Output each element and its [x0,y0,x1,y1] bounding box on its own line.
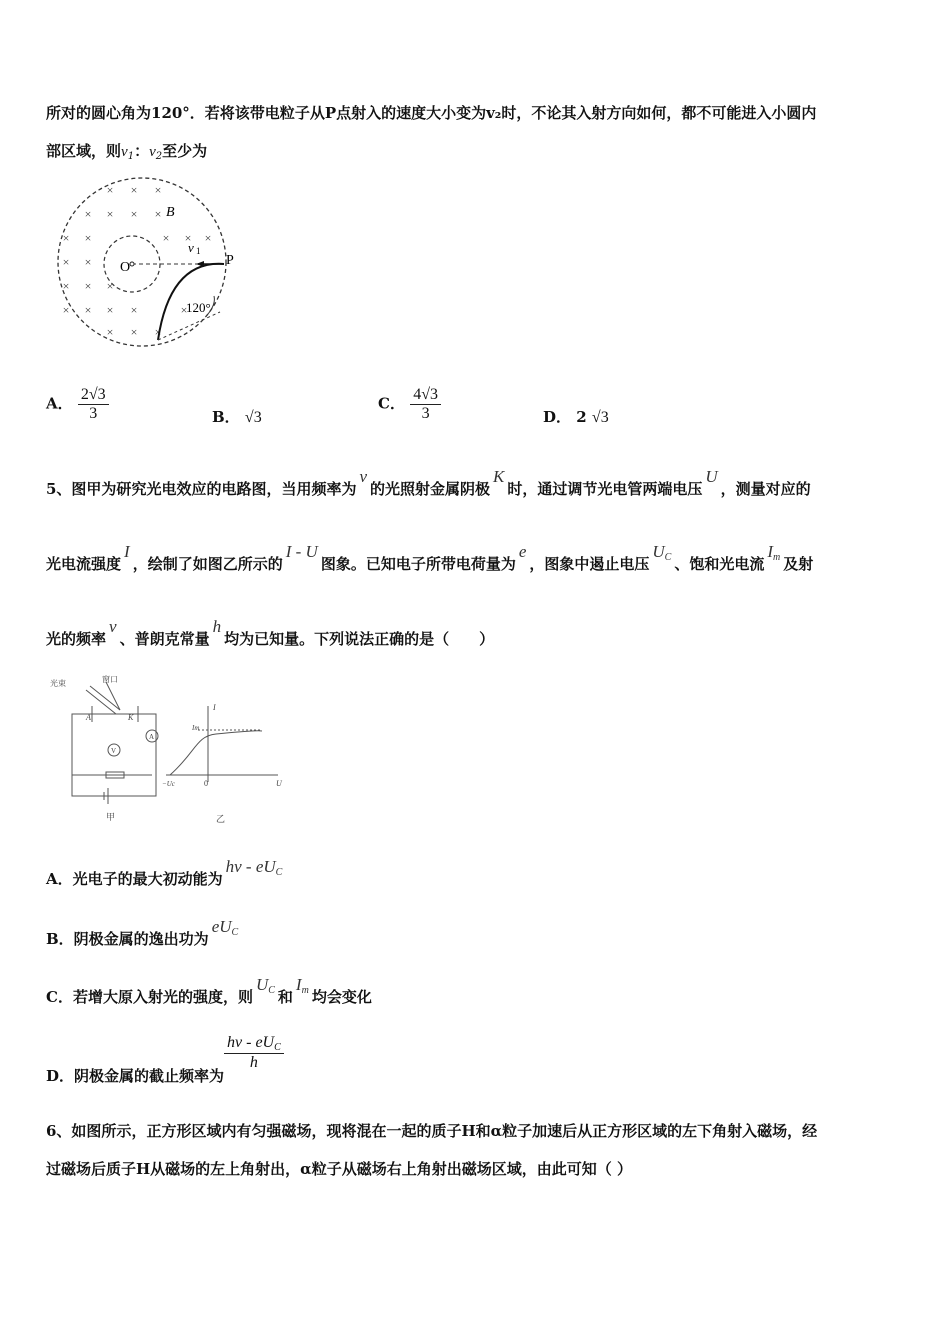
q5-label-V: V [111,747,117,755]
q4-option-b-value: √3 [244,409,262,426]
q5-option-c[interactable] [46,975,372,1008]
q4-option-a-num: 2√3 [78,386,109,405]
q5-option-a-formula [226,857,283,876]
q4-option-c[interactable] [378,386,441,423]
q5-option-d-den: h [249,1054,258,1071]
q5-option-c-a: C．若增大原入射光的强度，则 [46,988,253,1006]
field-cross-mark: × [106,207,114,221]
q5-option-d-num-main: hν - eU [227,1034,275,1051]
q5-option-c-Uc-main: U [255,975,269,994]
q4-option-a-den: 3 [89,405,98,422]
field-cross-mark: × [62,255,70,269]
q4-v1-sub: 1 [127,151,135,162]
q5-option-d-fraction [224,1034,284,1072]
q5-axis-U: U [276,779,282,788]
q5-label-chuangkou: 窗口 [102,675,118,684]
q4-option-b-label: B． [212,408,240,426]
q5-option-c-Uc-sub: C [268,985,275,996]
q4-v1: v [121,144,128,160]
q5-option-c-and: 和 [277,988,293,1006]
q5-l2-b: ，绘制了如图乙所示的 [132,555,283,573]
q5-caption-yi: 乙 [216,814,226,824]
q5-symbol-IU: I - U [285,542,318,561]
q5-l2-a: 光电流强度 [46,555,122,573]
q5-symbol-I: I [124,542,130,561]
field-cross-mark: × [106,303,114,317]
q5-l1-c: 时，通过调节光电管两端电压 [507,480,703,498]
field-cross-mark: × [84,255,92,269]
q5-option-c-Im-sub: m [301,985,309,996]
q4-v2-sub: 2 [155,151,163,162]
q5-l3-a: 光的频率 [46,630,107,648]
field-cross-mark: × [162,231,170,245]
q5-option-c-Im-main: I [295,975,302,994]
q5-label-A: A [86,713,91,722]
q5-label-ammeter: A [149,733,155,741]
q5-symbol-nu: ν [359,467,367,486]
q5-caption-jia: 甲 [106,812,116,822]
q5-option-c-b: 均会变化 [311,988,372,1006]
q4-option-d-label: D． [543,408,572,426]
q5-option-c-Im [296,975,309,994]
q5-l2-f: 及射 [783,555,814,573]
q4-option-d-value: √3 [591,409,609,426]
q5-symbol-Im-main: I [767,542,774,561]
q4-option-d[interactable] [543,406,609,427]
q5-symbol-U: U [705,467,718,486]
field-cross-mark: × [62,303,70,317]
q5-option-a-text: A．光电子的最大初动能为 [46,870,223,888]
field-cross-mark: × [180,303,188,317]
q4-label-P: P [226,253,234,268]
q5-l2-c: 图象。已知电子所带电荷量为 [320,555,516,573]
q4-label-B: B [166,205,175,220]
q5-axis-I: I [213,703,216,712]
q5-symbol-Uc [652,542,671,561]
q4-option-d-prefix: 2 [576,408,587,426]
q5-option-c-Uc [256,975,275,994]
q4-label-O: O [120,260,131,275]
q4-label-angle: 120° [186,300,211,315]
field-cross-mark: × [184,231,192,245]
q5-option-b-formula [212,917,239,936]
q4-v2: v [149,144,156,160]
q4-magnetic-field-figure [48,172,238,352]
q5-symbol-Uc-sub: C [664,552,672,563]
q5-line-1 [46,467,811,499]
q4-line-1: 所对的圆心角为120°．若将该带电粒子从P点射入的速度大小变为v₂时，不论其入射方向如何，都不可能进入小圆内 [46,104,817,122]
q5-photoelectric-figure [46,672,296,830]
q5-option-d-text: D．阴极金属的截止频率为 [46,1067,225,1085]
field-cross-mark: × [130,325,138,339]
field-cross-mark: × [106,279,114,293]
q5-option-d-num [224,1034,284,1054]
q5-l1-a: 5、图甲为研究光电效应的电路图，当用频率为 [46,480,357,498]
field-cross-mark: × [204,231,212,245]
q5-symbol-Uc-main: U [652,542,665,561]
field-cross-mark: × [130,303,138,317]
q5-label-zero: 0 [204,779,208,788]
q5-symbol-e: e [518,542,527,561]
q5-label-K: K [128,713,134,722]
field-cross-mark: × [130,207,138,221]
q5-option-b-text: B．阴极金属的逸出功为 [46,930,209,948]
field-cross-mark: × [62,231,70,245]
q5-label-negUc: −Uc [162,780,175,788]
q5-option-d[interactable] [46,1034,284,1085]
q5-option-a[interactable] [46,857,285,890]
q5-option-b-formula-sub: C [231,927,239,938]
q6-line-2: 过磁场后质子H从磁场的左上角射出，α粒子从磁场右上角射出磁场区域，由此可知（ ） [46,1160,632,1178]
q5-line-3 [46,617,495,649]
q4-option-c-label: C． [378,394,405,413]
field-cross-mark: × [84,231,92,245]
q4-option-c-den: 3 [421,405,430,422]
field-cross-mark: × [154,183,162,197]
q4-colon: ： [134,142,150,160]
field-cross-mark: × [62,279,70,293]
q5-l3-c: 均为已知量。下列说法正确的是（ ） [224,630,495,648]
q6-line-1: 6、如图所示，正方形区域内有匀强磁场，现将混在一起的质子H和α粒子加速后从正方形区域的左下角射入磁场，经 [46,1122,818,1140]
field-cross-mark: × [106,325,114,339]
q5-option-a-formula-sub: C [275,867,283,878]
q5-symbol-nu-2: ν [109,617,117,636]
q5-l2-e: 、饱和光电流 [674,555,765,573]
q4-line-2-b: 至少为 [162,142,208,160]
q4-line-2 [46,140,207,162]
q5-symbol-Im [767,542,780,561]
q5-l3-b: 、普朗克常量 [119,630,210,648]
q5-l1-d: ，测量对应的 [720,480,811,498]
field-cross-mark: × [84,279,92,293]
q4-option-a-label: A． [46,394,73,413]
q5-l1-b: 的光照射金属阴极 [370,480,491,498]
q4-label-v-sub: 1 [196,246,201,256]
q4-option-b[interactable] [212,406,262,427]
q5-symbol-K: K [493,467,505,486]
field-cross-mark: × [84,207,92,221]
q4-option-c-fraction [410,386,441,423]
q5-label-Im: Im [192,724,200,732]
q4-option-c-num: 4√3 [410,386,441,405]
field-cross-mark: × [130,183,138,197]
q5-symbol-h: h [212,617,222,636]
q5-option-b-formula-main: eU [211,917,232,936]
q4-option-a[interactable] [46,386,109,423]
q4-label-v: v [188,240,194,255]
field-cross-mark: × [84,303,92,317]
q4-line-2-a: 部区域，则 [46,142,122,160]
q4-option-a-fraction [78,386,109,423]
q5-option-d-num-sub: C [274,1042,281,1053]
q5-l2-d: ，图象中遏止电压 [529,555,650,573]
q5-option-a-formula-main: hν - eU [225,857,276,876]
field-cross-mark: × [154,325,162,339]
field-cross-mark: × [106,183,114,197]
q5-option-b[interactable] [46,917,241,950]
q5-line-2 [46,542,814,575]
q5-symbol-Im-sub: m [773,552,781,563]
q5-label-guangshu: 光束 [50,679,66,688]
field-cross-mark: × [154,207,162,221]
